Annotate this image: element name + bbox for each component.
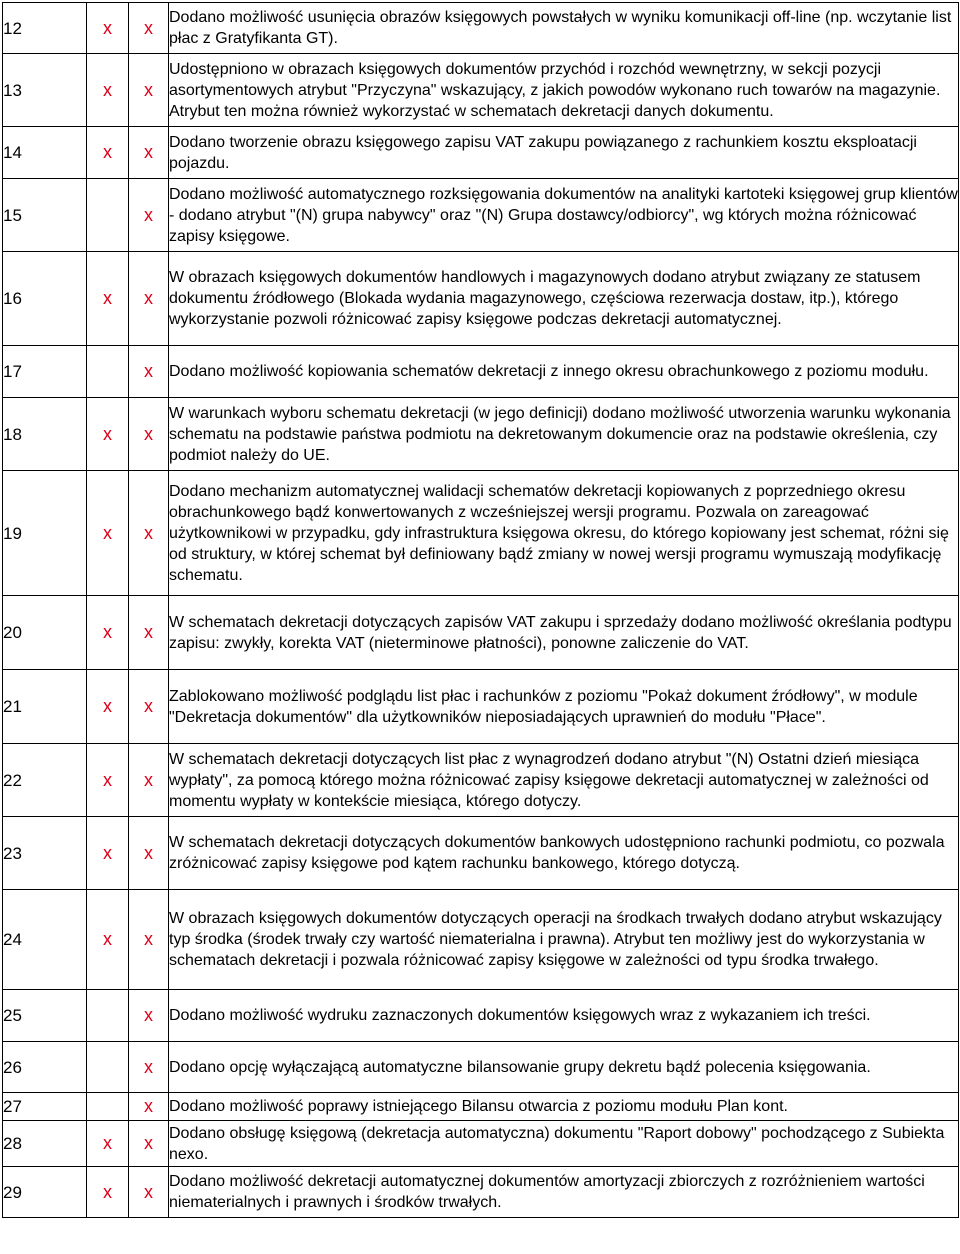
row-mark-second: x xyxy=(129,54,169,127)
row-mark-second: x xyxy=(129,1093,169,1121)
row-mark-first xyxy=(87,990,129,1042)
table-row xyxy=(3,54,959,127)
row-mark-first: x xyxy=(87,596,129,670)
row-mark-first: x xyxy=(87,3,129,54)
row-description: Dodano możliwość poprawy istniejącego Bilansu otwarcia z poziomu modułu Plan kont. xyxy=(169,1093,959,1121)
row-mark-first: x xyxy=(87,398,129,471)
row-mark-second: x xyxy=(129,744,169,817)
row-mark-second: x xyxy=(129,346,169,398)
row-mark-second: x xyxy=(129,990,169,1042)
row-mark-first xyxy=(87,346,129,398)
table-row xyxy=(3,471,959,596)
row-mark-second: x xyxy=(129,670,169,744)
row-mark-second: x xyxy=(129,3,169,54)
row-mark-second: x xyxy=(129,596,169,670)
row-mark-second: x xyxy=(129,817,169,890)
row-mark-second: x xyxy=(129,471,169,596)
changes-table xyxy=(2,2,959,1218)
row-description: W warunkach wyboru schematu dekretacji (w jego definicji) dodano możliwość utworzenia warunku wykonania schematu na podstawie państwa podmiotu na dekretowanym dokumencie oraz na podstawie określenia, czy podmiot należy do UE. xyxy=(169,398,959,471)
row-number: 20 xyxy=(3,596,87,670)
row-description: W obrazach księgowych dokumentów dotyczących operacji na środkach trwałych dodano atrybut wskazujący typ środka (środek trwały czy wartość niematerialna i prawna). Atrybut ten możliwy jest do wykorzystania w schematach dekretacji i pozwala różnicować zapisy księgowe w zależności od typu środka trwałego. xyxy=(169,890,959,990)
table-row xyxy=(3,890,959,990)
table-row xyxy=(3,346,959,398)
row-number: 15 xyxy=(3,179,87,252)
table-row xyxy=(3,3,959,54)
table-row xyxy=(3,990,959,1042)
row-description: W schematach dekretacji dotyczących dokumentów bankowych udostępniono rachunki podmiotu, co pozwala zróżnicować zapisy księgowe pod kątem rachunku bankowego, którego dotyczą. xyxy=(169,817,959,890)
row-mark-first: x xyxy=(87,817,129,890)
table-row xyxy=(3,179,959,252)
row-description: Dodano możliwość wydruku zaznaczonych dokumentów księgowych wraz z wykazaniem ich treści. xyxy=(169,990,959,1042)
row-number: 29 xyxy=(3,1167,87,1218)
row-number: 12 xyxy=(3,3,87,54)
row-mark-first: x xyxy=(87,1167,129,1218)
row-number: 13 xyxy=(3,54,87,127)
row-number: 27 xyxy=(3,1093,87,1121)
table-row xyxy=(3,1042,959,1093)
row-description: Dodano możliwość dekretacji automatycznej dokumentów amortyzacji zbiorczych z rozróżnieniem wartości niematerialnych i prawnych i środków trwałych. xyxy=(169,1167,959,1218)
row-mark-second: x xyxy=(129,890,169,990)
row-mark-first xyxy=(87,1042,129,1093)
changes-table-body xyxy=(3,3,959,1218)
row-description: Udostępniono w obrazach księgowych dokumentów przychód i rozchód wewnętrzny, w sekcji pozycji asortymentowych atrybut "Przyczyna" wskazujący, z jakich powodów wykonano ruch towarów na magazynie. Atrybut ten można również wykorzystać w schematach dekretacji danych dokumentu. xyxy=(169,54,959,127)
row-mark-first: x xyxy=(87,890,129,990)
row-number: 17 xyxy=(3,346,87,398)
row-mark-second: x xyxy=(129,1042,169,1093)
table-row xyxy=(3,1167,959,1218)
table-row xyxy=(3,817,959,890)
row-mark-second: x xyxy=(129,398,169,471)
row-number: 21 xyxy=(3,670,87,744)
row-mark-first: x xyxy=(87,744,129,817)
row-number: 23 xyxy=(3,817,87,890)
table-row xyxy=(3,252,959,346)
row-description: Dodano możliwość kopiowania schematów dekretacji z innego okresu obrachunkowego z poziomu modułu. xyxy=(169,346,959,398)
table-row xyxy=(3,596,959,670)
row-description: Dodano możliwość automatycznego rozksięgowania dokumentów na analityki kartoteki księgowej grup klientów - dodano atrybut "(N) grupa nabywcy" oraz "(N) Grupa dostawcy/odbiorcy", wg których można różnicować zapisy księgowe. xyxy=(169,179,959,252)
row-number: 28 xyxy=(3,1121,87,1167)
row-description: Dodano mechanizm automatycznej walidacji schematów dekretacji kopiowanych z poprzedniego okresu obrachunkowego bądź konwertowanych z wcześniejszej wersji programu. Pozwala on zareagować użytkownikowi w przypadku, gdy infrastruktura księgowa okresu, do którego kopiowany jest schemat, różni się od struktury, w której schemat był definiowany bądź zmiany w nowej wersji programu wymuszają modyfikację schematu. xyxy=(169,471,959,596)
row-mark-first: x xyxy=(87,471,129,596)
table-row xyxy=(3,127,959,179)
row-number: 22 xyxy=(3,744,87,817)
row-description: Dodano możliwość usunięcia obrazów księgowych powstałych w wyniku komunikacji off-line (np. wczytanie list płac z Gratyfikanta GT). xyxy=(169,3,959,54)
table-row xyxy=(3,744,959,817)
row-number: 26 xyxy=(3,1042,87,1093)
row-number: 16 xyxy=(3,252,87,346)
table-row xyxy=(3,1121,959,1167)
row-mark-first xyxy=(87,1093,129,1121)
row-mark-second: x xyxy=(129,1167,169,1218)
row-mark-first: x xyxy=(87,54,129,127)
row-number: 25 xyxy=(3,990,87,1042)
table-row xyxy=(3,670,959,744)
row-mark-first: x xyxy=(87,670,129,744)
row-description: Dodano tworzenie obrazu księgowego zapisu VAT zakupu powiązanego z rachunkiem kosztu eksploatacji pojazdu. xyxy=(169,127,959,179)
row-mark-second: x xyxy=(129,127,169,179)
row-mark-first: x xyxy=(87,1121,129,1167)
row-number: 24 xyxy=(3,890,87,990)
row-number: 14 xyxy=(3,127,87,179)
table-row xyxy=(3,1093,959,1121)
row-mark-first xyxy=(87,179,129,252)
row-mark-first: x xyxy=(87,127,129,179)
table-row xyxy=(3,398,959,471)
row-description: Dodano obsługę księgową (dekretacja automatyczna) dokumentu "Raport dobowy" pochodzącego z Subiekta nexo. xyxy=(169,1121,959,1167)
row-description: W obrazach księgowych dokumentów handlowych i magazynowych dodano atrybut związany ze statusem dokumentu źródłowego (Blokada wydania magazynowego, częściowa rezerwacja dostaw, itp.), którego wykorzystanie pozwoli różnicować zapisy księgowe podczas dekretacji automatycznej. xyxy=(169,252,959,346)
row-description: W schematach dekretacji dotyczących list płac z wynagrodzeń dodano atrybut "(N) Ostatni dzień miesiąca wypłaty", za pomocą którego można różnicować zapisy księgowe dekretacji automatycznej w zależności od momentu wypłaty w kontekście miesiąca, którego dotyczy. xyxy=(169,744,959,817)
row-mark-second: x xyxy=(129,1121,169,1167)
row-mark-second: x xyxy=(129,179,169,252)
row-description: W schematach dekretacji dotyczących zapisów VAT zakupu i sprzedaży dodano możliwość określania podtypu zapisu: zwykły, korekta VAT (nieterminowe płatności), ponowne zaliczenie do VAT. xyxy=(169,596,959,670)
row-number: 19 xyxy=(3,471,87,596)
row-number: 18 xyxy=(3,398,87,471)
row-description: Dodano opcję wyłączającą automatyczne bilansowanie grupy dekretu bądź polecenia księgowania. xyxy=(169,1042,959,1093)
row-mark-second: x xyxy=(129,252,169,346)
row-description: Zablokowano możliwość podglądu list płac i rachunków z poziomu "Pokaż dokument źródłowy", w module "Dekretacja dokumentów" dla użytkowników nieposiadających uprawnień do modułu "Płace". xyxy=(169,670,959,744)
row-mark-first: x xyxy=(87,252,129,346)
